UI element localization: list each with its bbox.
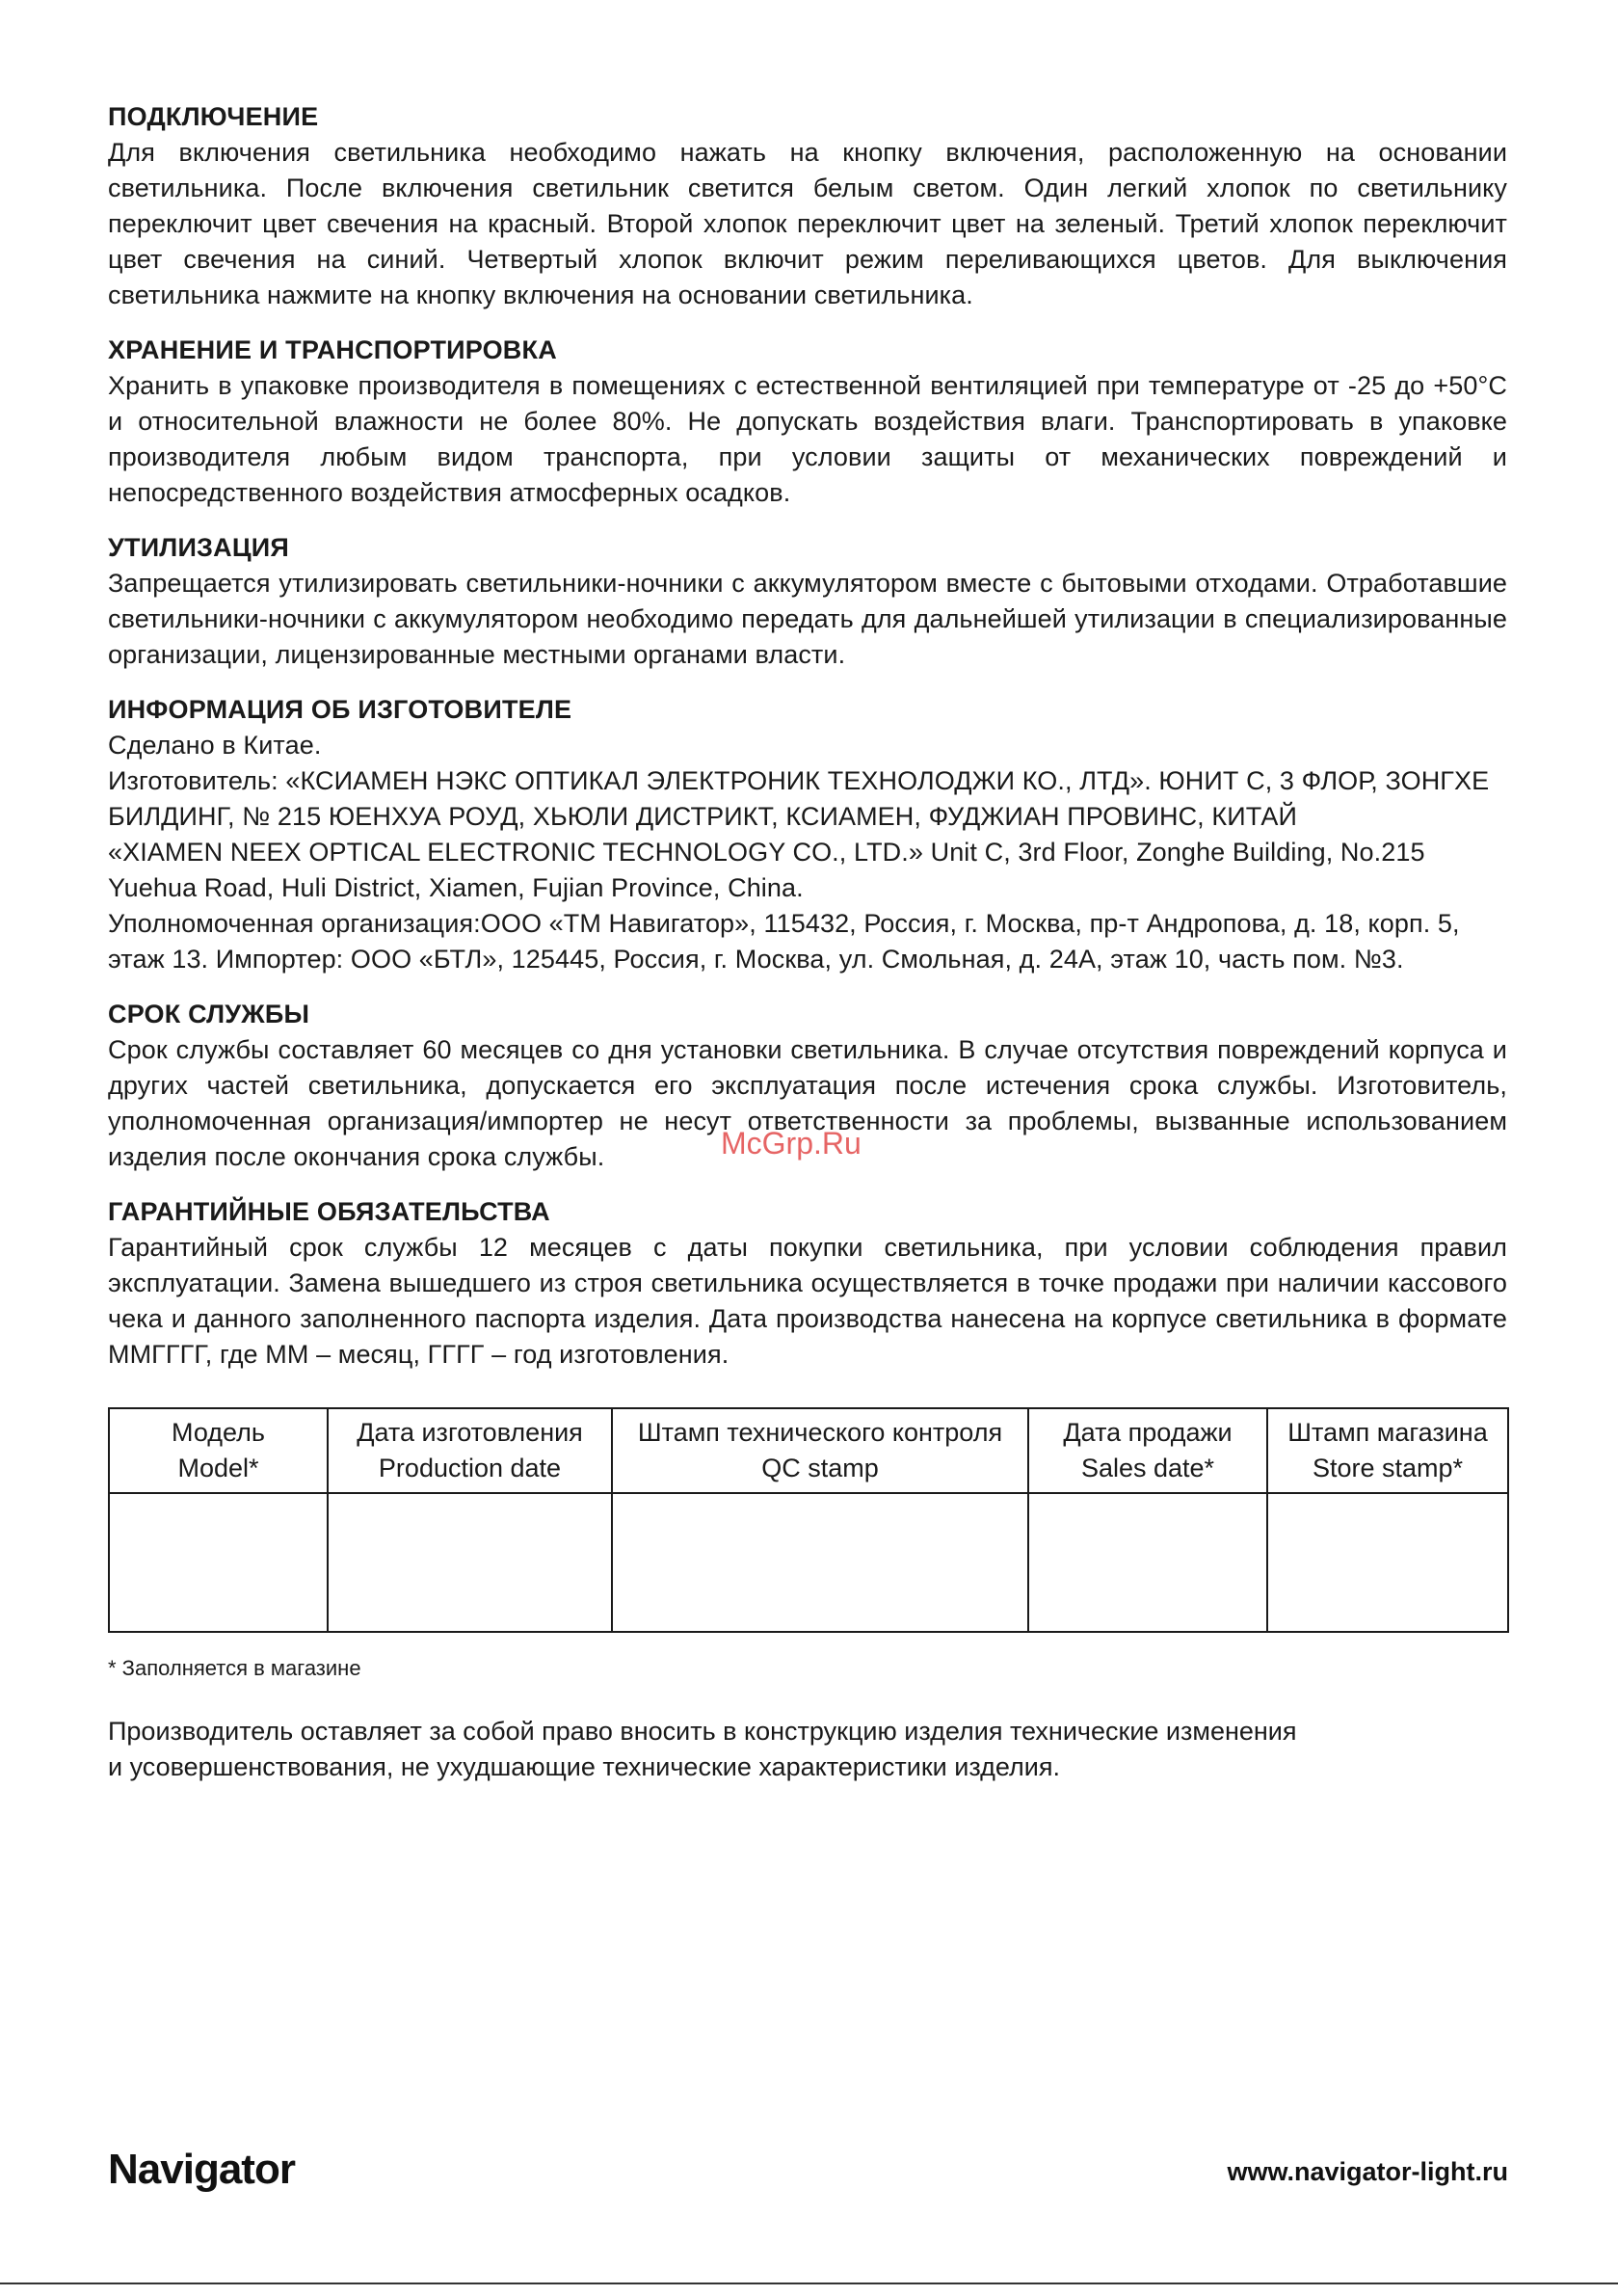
section-title: ИНФОРМАЦИЯ ОБ ИЗГОТОВИТЕЛЕ bbox=[108, 695, 572, 724]
section-paragraph: Запрещается утилизировать светильники-ночники с аккумулятором вместе с бытовыми отходами. Отработавшие светильники-ночники с аккумулятором необходимо передать для дальнейшей утилизации в специализированные организации, лицензированные местными органами власти. bbox=[108, 569, 1507, 669]
section-title: УТИЛИЗАЦИЯ bbox=[108, 533, 289, 562]
manufacturer-ru: Изготовитель: «КСИАМЕН НЭКС ОПТИКАЛ ЭЛЕКТРОНИК ТЕХНОЛОДЖИ КО., ЛТД». ЮНИТ С, 3 ФЛОР, ЗОНГХЕ БИЛДИНГ, № 215 ЮЕНХУА РОУД, ХЬЮЛИ ДИСТРИКТ, КСИАМЕН, ФУДЖИАН ПРОВИНС, КИТАЙ bbox=[108, 766, 1490, 831]
navigator-logo: Navigator bbox=[108, 2146, 295, 2193]
cell-store-stamp bbox=[1267, 1493, 1508, 1632]
cell-sales-date bbox=[1028, 1493, 1267, 1632]
section-title: ХРАНЕНИЕ И ТРАНСПОРТИРОВКА bbox=[108, 335, 557, 364]
section-paragraph: Хранить в упаковке производителя в помещениях с естественной вентиляцией при температуре от -25 до +50°C и относительной влажности не более 80%. Не допускать воздействия влаги. Транспортировать в упаковке производителя любым видом транспорта, при условии защиты от механических повреждений и непосредственного воздействия атмосферных осадков. bbox=[108, 371, 1507, 507]
header-store-stamp: Штамп магазина Store stamp* bbox=[1267, 1408, 1508, 1493]
document-page bbox=[108, 99, 1507, 1785]
header-model: Модель Model* bbox=[109, 1408, 328, 1493]
cell-model bbox=[109, 1493, 328, 1632]
cell-production-date bbox=[328, 1493, 612, 1632]
header-sales-date: Дата продажи Sales date* bbox=[1028, 1408, 1267, 1493]
header-qc-stamp: Штамп технического контроля QC stamp bbox=[612, 1408, 1028, 1493]
made-in: Сделано в Китае. bbox=[108, 731, 322, 760]
reserve-rights bbox=[108, 1714, 1507, 1785]
table-header-row bbox=[109, 1408, 1508, 1493]
reserve-line: и усовершенствования, не ухудшающие технические характеристики изделия. bbox=[108, 1752, 1060, 1781]
website-link[interactable]: www.navigator-light.ru bbox=[1227, 2157, 1508, 2186]
passport-table bbox=[108, 1407, 1509, 1633]
watermark: McGrp.Ru bbox=[721, 1126, 862, 1161]
section-paragraph: Срок службы составляет 60 месяцев со дня установки светильника. В случае отсутствия повреждений корпуса и других частей светильника, допускается его эксплуатация после истечения срока службы. Изготовитель, уполномоченная организация/импортер не несут ответственности за проблемы, вызванные использованием изделия после окончания срока службы. bbox=[108, 1035, 1507, 1171]
authorized-importer: Уполномоченная организация:ООО «ТМ Навигатор», 115432, Россия, г. Москва, пр-т Андропова, д. 18, корп. 5, этаж 13. Импортер: ООО «БТЛ», 125445, Россия, г. Москва, ул. Смольная, д. 24А, этаж 10, часть пом. №3. bbox=[108, 909, 1460, 974]
section-title: СРОК СЛУЖБЫ bbox=[108, 1000, 310, 1028]
reserve-line: Производитель оставляет за собой право вносить в конструкцию изделия технические изменения bbox=[108, 1717, 1297, 1746]
section-title: ГАРАНТИЙНЫЕ ОБЯЗАТЕЛЬСТВА bbox=[108, 1197, 550, 1226]
section-manufacturer bbox=[108, 692, 1507, 977]
table-row bbox=[109, 1493, 1508, 1632]
footnote: * Заполняется в магазине bbox=[108, 1656, 361, 1680]
section-title: ПОДКЛЮЧЕНИЕ bbox=[108, 102, 319, 131]
header-production-date: Дата изготовления Production date bbox=[328, 1408, 612, 1493]
cell-qc-stamp bbox=[612, 1493, 1028, 1632]
section-warranty bbox=[108, 1194, 1507, 1373]
manufacturer-en: «XIAMEN NEEX OPTICAL ELECTRONIC TECHNOLOGY CO., LTD.» Unit C, 3rd Floor, Zonghe Building, No.215 Yuehua Road, Huli District, Xiamen, Fujian Province, China. bbox=[108, 838, 1425, 902]
bottom-divider bbox=[0, 2283, 1618, 2284]
section-connection bbox=[108, 99, 1507, 313]
section-paragraph: Гарантийный срок службы 12 месяцев с даты покупки светильника, при условии соблюдения правил эксплуатации. Замена вышедшего из строя светильника осуществляется в точке продажи при наличии кассового чека и данного заполненного паспорта изделия. Дата производства нанесена на корпусе светильника в формате ММГГГГ, где ММ – месяц, ГГГГ – год изготовления. bbox=[108, 1233, 1507, 1369]
section-paragraph: Для включения светильника необходимо нажать на кнопку включения, расположенную на основании светильника. После включения светильник светится белым светом. Один легкий хлопок по светильнику переключит цвет свечения на красный. Второй хлопок переключит цвет на зеленый. Третий хлопок переключит цвет свечения на синий. Четвертый хлопок включит режим переливающихся цветов. Для выключения светильника нажмите на кнопку включения на основании светильника. bbox=[108, 138, 1507, 309]
section-storage bbox=[108, 333, 1507, 511]
section-disposal bbox=[108, 530, 1507, 673]
